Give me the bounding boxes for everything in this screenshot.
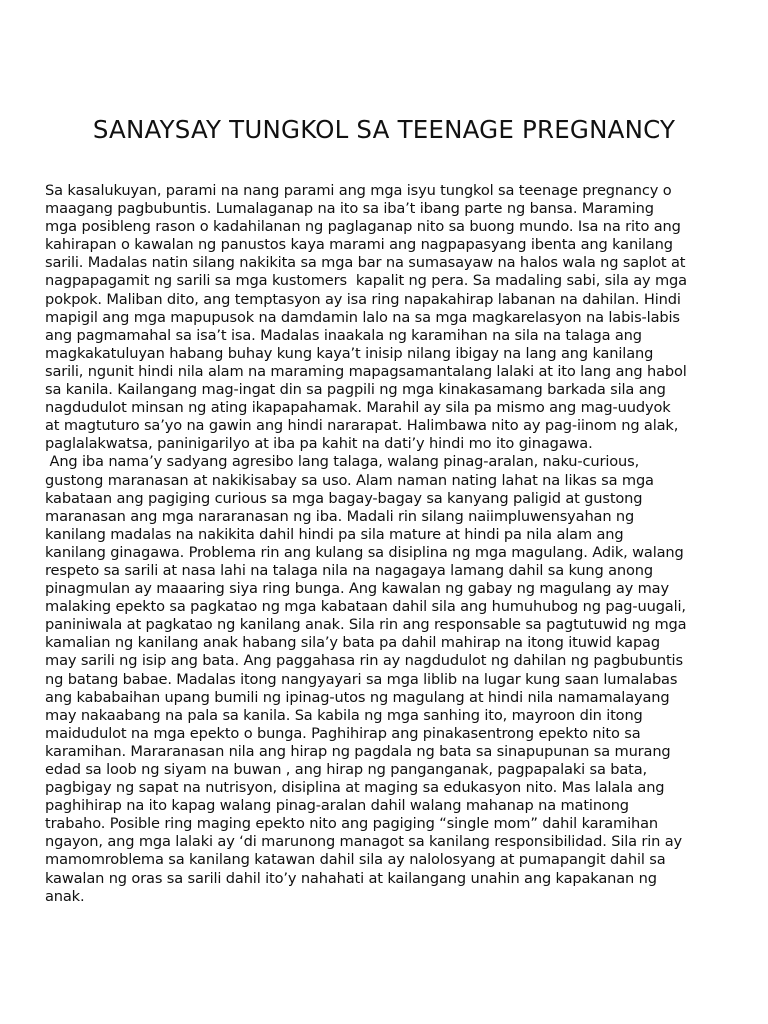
essay-line: pinagmulan ay maaaring siya ring bunga. Ang kawalan ng gabay ng magulang ay may <box>45 580 669 598</box>
essay-body <box>45 182 735 906</box>
essay-line: gustong maranasan at nakikisabay sa uso. Alam naman nating lahat na likas sa mga <box>45 471 654 489</box>
essay-line: kamalian ng kanilang anak habang sila’y bata pa dahil mahirap na itong ituwid kapag <box>45 634 660 652</box>
essay-line: paniniwala at pagkatao ng kanilang anak. Sila rin ang responsable sa pagtutuwid ng mga <box>45 616 687 634</box>
essay-line: kanilang madalas na nakikita dahil hindi pa sila mature at hindi pa nila alam ang <box>45 525 624 543</box>
essay-line: ng batang babae. Madalas itong nangyayari sa mga liblib na lugar kung saan lumalabas <box>45 670 678 688</box>
essay-line: nagpapagamit ng sarili sa mga kustomers kapalit ng pera. Sa madaling sabi, sila ay mga <box>45 272 687 290</box>
essay-line: respeto sa sarili at nasa lahi na talaga nila na nagagaya lamang dahil sa kung anong <box>45 561 654 579</box>
essay-line: kawalan ng oras sa sarili dahil ito’y nahahati at kailangang unahin ang kapakanan ng <box>45 869 657 887</box>
essay-line: ang kababaihan upang bumili ng ipinag-utos ng magulang at hindi nila namamalayang <box>45 688 670 706</box>
document-title: SANAYSAY TUNGKOL SA TEENAGE PREGNANCY <box>92 115 676 144</box>
essay-line: mapigil ang mga mapupusok na damdamin lalo na sa mga magkarelasyon na labis-labis <box>45 308 680 326</box>
essay-line: kabataan ang pagiging curious sa mga bagay-bagay sa kanyang paligid at gustong <box>45 489 643 507</box>
essay-line: edad sa loob ng siyam na buwan , ang hirap ng panganganak, pagpapalaki sa bata, <box>45 761 648 778</box>
essay-line: maranasan ang mga nararanasan ng iba. Madali rin silang naiimpluwensyahan ng <box>45 507 635 525</box>
essay-line: anak. <box>45 887 85 905</box>
essay-line: sa kanila. Kailangang mag-ingat din sa pagpili ng mga kinakasamang barkada sila ang <box>45 381 666 399</box>
essay-line: kahirapan o kawalan ng panustos kaya marami ang nagpapasyang ibenta ang kanilang <box>45 236 673 254</box>
essay-line: paghihirap na ito kapag walang pinag-aralan dahil walang mahanap na matinong <box>45 797 629 815</box>
essay-line: mamomroblema sa kanilang katawan dahil sila ay nalolosyang at pumapangit dahil sa <box>45 851 666 869</box>
essay-line: sarili. Madalas natin silang nakikita sa mga bar na sumasayaw na halos wala ng saplot at <box>45 254 686 272</box>
essay-line: ngayon, ang mga lalaki ay ‘di marunong managot sa kanilang responsibilidad. Sila rin ay <box>45 833 683 851</box>
essay-line: paglalakwatsa, paninigarilyo at iba pa kahit na dati’y hindi mo ito ginagawa. <box>45 435 593 453</box>
essay-line: malaking epekto sa pagkatao ng mga kabataan dahil sila ang humuhubog ng pag-uugali, <box>45 598 686 616</box>
essay-line: may sarili ng isip ang bata. Ang paggahasa rin ay nagdudulot ng dahilan ng pagbubuntis <box>45 652 683 670</box>
essay-line: kanilang ginagawa. Problema rin ang kulang sa disiplina ng mga magulang. Adik, walang <box>45 543 684 561</box>
essay-line: Ang iba nama’y sadyang agresibo lang talaga, walang pinag-aralan, naku-curious, <box>45 453 640 471</box>
essay-line: at magtuturo sa’yo na gawin ang hindi nararapat. Halimbawa nito ay pag-iinom ng alak, <box>45 417 679 435</box>
essay-line: pokpok. Maliban dito, ang temptasyon ay isa ring napakahirap labanan na dahilan. Hindi <box>45 290 681 308</box>
essay-line: sarili, ngunit hindi nila alam na maraming mapagsamantalang lalaki at ito lang ang habol <box>45 362 687 380</box>
essay-line: mga posibleng rason o kadahilanan ng paglaganap nito sa buong mundo. Isa na rito ang <box>45 218 681 236</box>
essay-line: magkakatuluyan habang buhay kung kaya’t inisip nilang ibigay na lang ang kanilang <box>45 344 654 362</box>
essay-line: Sa kasalukuyan, parami na nang parami ang mga isyu tungkol sa teenage pregnancy o <box>45 182 672 199</box>
essay-line: pagbigay ng sapat na nutrisyon, disiplina at maging sa edukasyon nito. Mas lalala ang <box>45 779 665 797</box>
essay-line: karamihan. Mararanasan nila ang hirap ng pagdala ng bata sa sinapupunan sa murang <box>45 742 671 760</box>
essay-line: may nakaabang na pala sa kanila. Sa kabila ng mga sanhing ito, mayroon din itong <box>45 706 643 724</box>
essay-line: trabaho. Posible ring maging epekto nito ang pagiging “single mom” dahil karamihan <box>45 815 659 833</box>
essay-line: maagang pagbubuntis. Lumalaganap na ito sa iba’t ibang parte ng bansa. Maraming <box>45 200 654 218</box>
essay-line: nagdudulot minsan ng ating ikapapahamak. Marahil ay sila pa mismo ang mag-uudyok <box>45 399 671 417</box>
essay-line: maidudulot na mga epekto o bunga. Paghihirap ang pinakasentrong epekto nito sa <box>45 724 641 742</box>
essay-line: ang pagmamahal sa isa’t isa. Madalas inaakala ng karamihan na sila na talaga ang <box>45 326 642 344</box>
